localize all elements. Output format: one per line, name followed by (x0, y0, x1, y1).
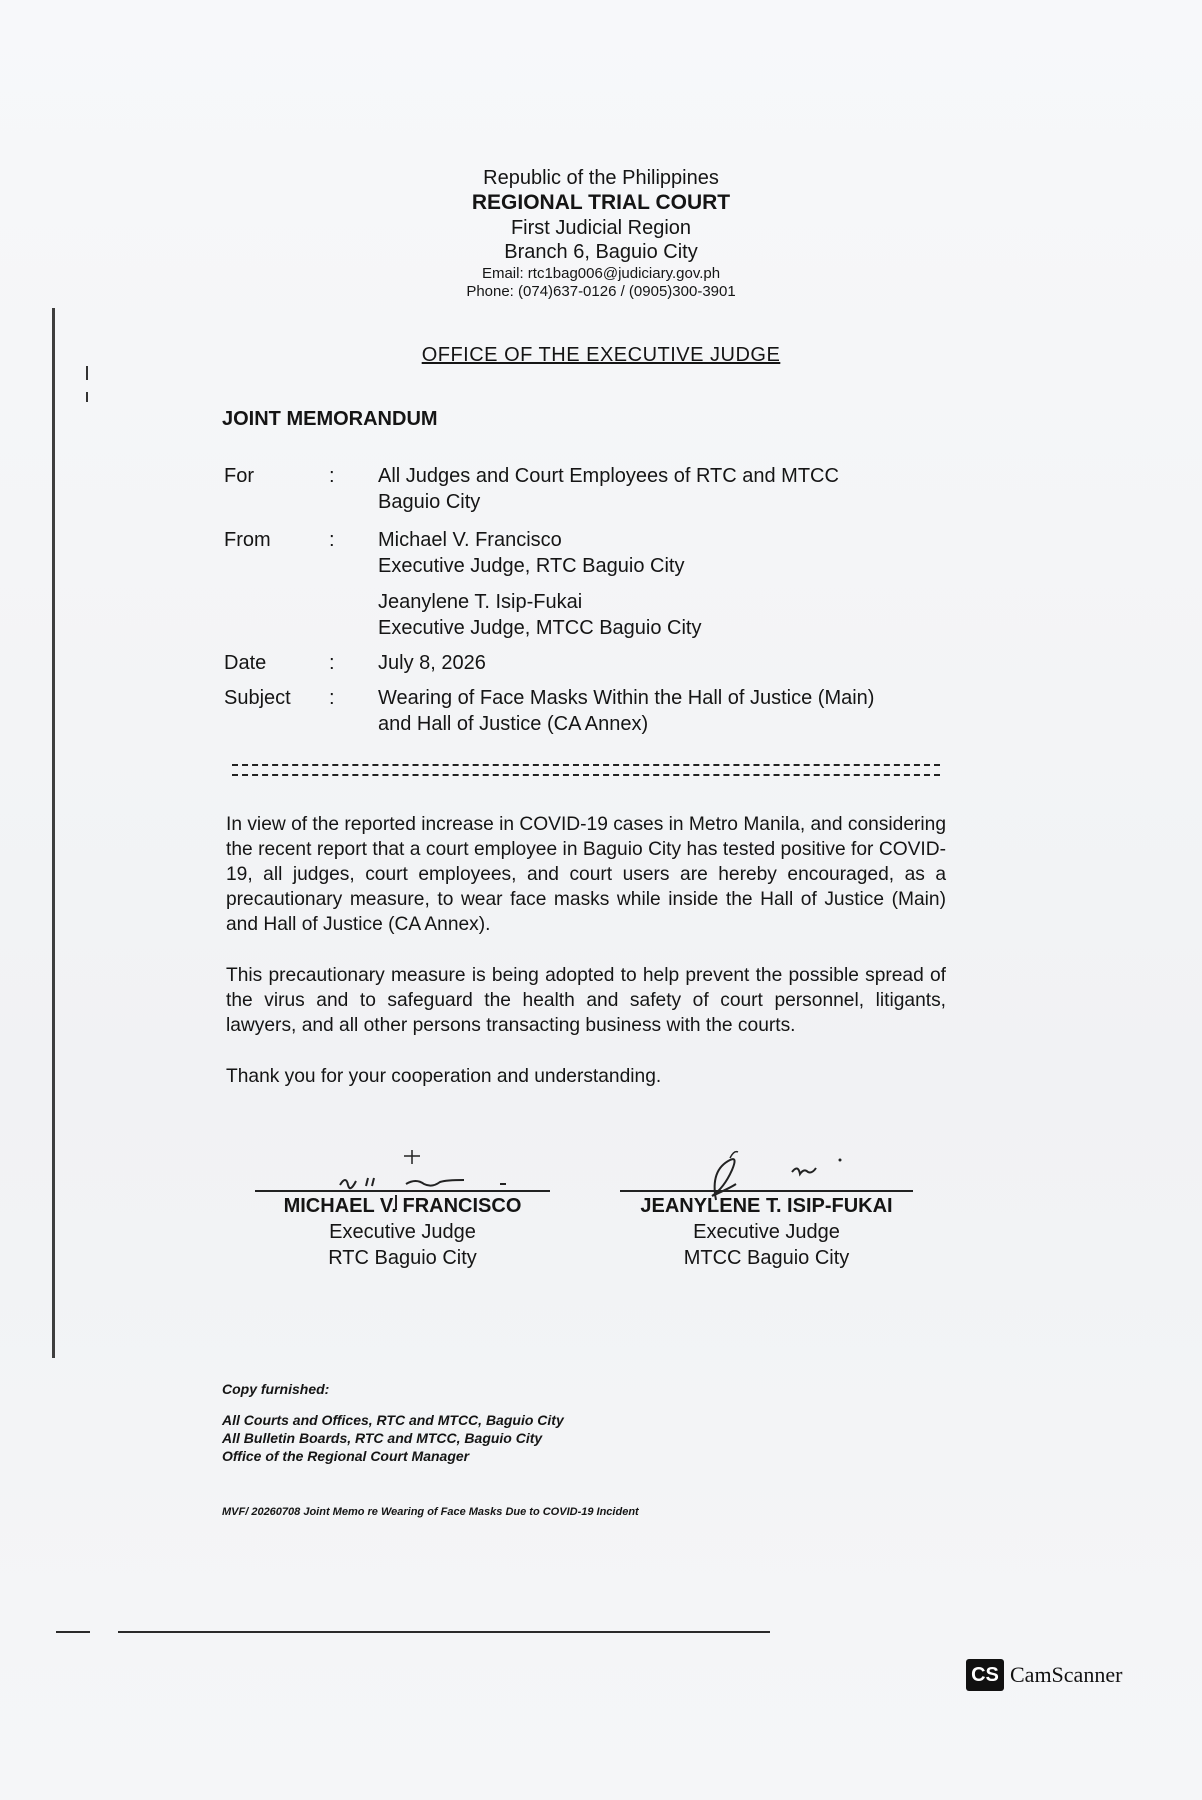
subject-label: Subject (224, 687, 291, 709)
office-heading: OFFICE OF THE EXECUTIVE JUDGE (421, 344, 781, 366)
from-1-name: Michael V. Francisco (378, 529, 562, 551)
for-value-line1: All Judges and Court Employees of RTC and MTCC (378, 465, 839, 487)
copy-furnished-item: Office of the Regional Court Manager (222, 1448, 470, 1464)
colon: : (329, 529, 335, 551)
scan-edge-line (52, 308, 55, 1358)
scan-artifact (86, 392, 88, 402)
signatory-right-office: MTCC Baguio City (683, 1247, 850, 1269)
signatory-left-name: MICHAEL V. FRANCISCO (283, 1195, 522, 1217)
letterhead-region: First Judicial Region (510, 217, 692, 239)
from-label: From (224, 529, 271, 551)
signatory-left-office: RTC Baguio City (328, 1247, 477, 1269)
bottom-rule-left (56, 1631, 90, 1633)
letterhead-branch: Branch 6, Baguio City (504, 241, 698, 264)
camscanner-logo-icon: CS (966, 1659, 1004, 1691)
for-value (378, 463, 978, 515)
section-divider (232, 764, 940, 776)
camscanner-watermark (966, 1655, 1122, 1695)
for-value-line2: Baguio City (378, 491, 481, 513)
date-value: July 8, 2026 (378, 652, 486, 674)
subject-value (378, 685, 978, 737)
letterhead-republic: Republic of the Philippines (483, 167, 719, 189)
from-2-title: Executive Judge, MTCC Baguio City (378, 617, 702, 639)
for-label: For (224, 465, 254, 487)
scan-artifact (86, 366, 88, 380)
memo-title: JOINT MEMORANDUM (222, 408, 438, 430)
letterhead-phone: Phone: (074)637-0126 / (0905)300-3901 (466, 283, 736, 301)
from-2-name: Jeanylene T. Isip-Fukai (378, 591, 583, 613)
bottom-rule (118, 1631, 770, 1633)
signatory-right (620, 1193, 913, 1271)
date-label: Date (224, 652, 267, 674)
subject-line1: Wearing of Face Masks Within the Hall of Justice (Main) (378, 687, 875, 709)
signature-line-left (255, 1190, 550, 1192)
signatory-right-title: Executive Judge (693, 1221, 840, 1243)
copy-furnished-list (222, 1411, 564, 1465)
from-1-title: Executive Judge, RTC Baguio City (378, 555, 685, 577)
subject-line2: and Hall of Justice (CA Annex) (378, 713, 649, 735)
body-paragraph-3: Thank you for your cooperation and understanding. (226, 1066, 662, 1087)
camscanner-text: CamScanner (1010, 1662, 1123, 1687)
signature-line-right (620, 1190, 913, 1192)
body-paragraph-1: In view of the reported increase in COVID-19 cases in Metro Manila, and considering the recent report that a court employee in Baguio City has tested positive for COVID-19, all judges, court employees, and court users are hereby encouraged, as a precautionary measure, to wear face masks while inside the Hall of Justice (Main) and Hall of Justice (CA Annex). (226, 814, 946, 935)
copy-furnished-item: All Courts and Offices, RTC and MTCC, Baguio City (222, 1412, 564, 1428)
body-paragraph-2: This precautionary measure is being adopted to help prevent the possible spread of the virus and to safeguard the health and safety of court personnel, litigants, lawyers, and all other persons transacting business with the courts. (226, 965, 946, 1036)
signatory-left (255, 1193, 550, 1271)
signatory-right-name: JEANYLENE T. ISIP-FUKAI (640, 1195, 893, 1217)
colon: : (329, 465, 335, 487)
letterhead-email: Email: rtc1bag006@judiciary.gov.ph (481, 264, 721, 282)
colon: : (329, 652, 335, 674)
copy-furnished-title: Copy furnished: (222, 1381, 330, 1397)
letterhead-court: REGIONAL TRIAL COURT (471, 191, 731, 215)
reference-line: MVF/ 20260708 Joint Memo re Wearing of Face Masks Due to COVID-19 Incident (222, 1506, 639, 1518)
colon: : (329, 687, 335, 709)
letterhead (0, 166, 1202, 301)
signatory-left-title: Executive Judge (329, 1221, 476, 1243)
from-value (378, 527, 978, 641)
copy-furnished-item: All Bulletin Boards, RTC and MTCC, Baguio City (222, 1430, 543, 1446)
